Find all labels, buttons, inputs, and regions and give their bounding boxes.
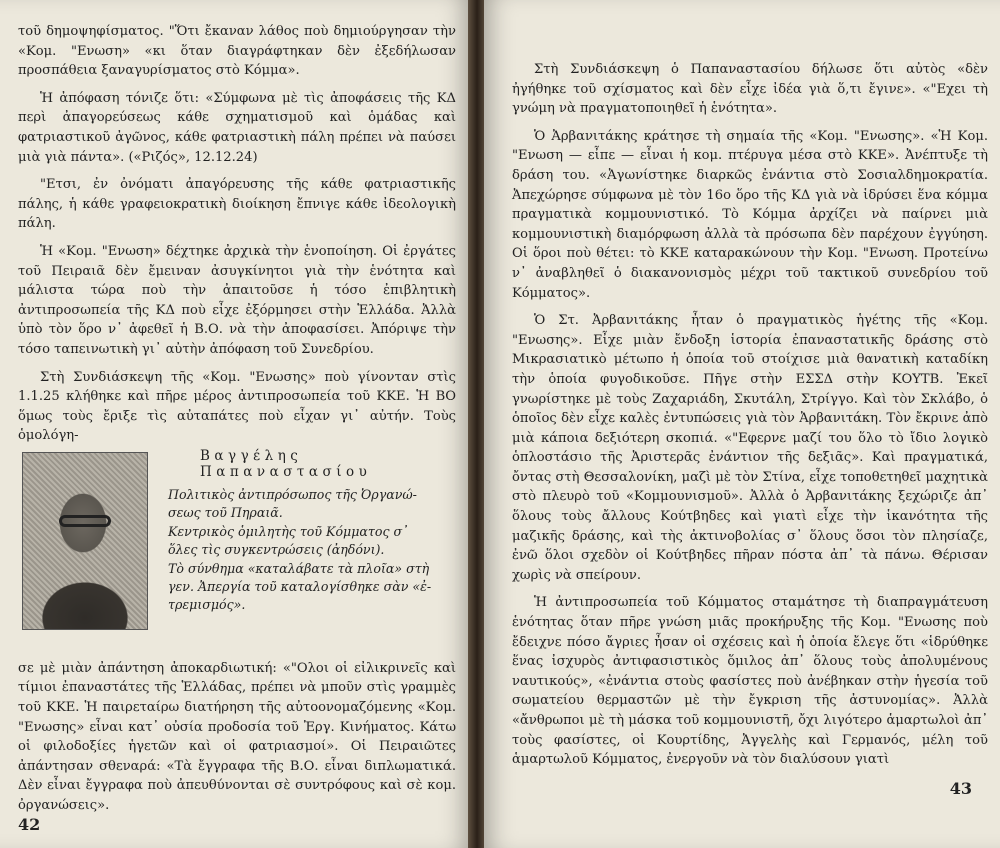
left-paragraph: "Ετσι, ἐν ὀνόματι ἀπαγόρευσης τῆς κάθε φατριαστικῆς πάλης, ἡ κάθε γραφειοκρατικὴ διοίκηση ἔπνιγε κάθε ἰδεολογικὴ πάλη. bbox=[18, 177, 456, 232]
caption-line: γεν. Ἀπεργία τοῦ καταλογίσθηκε σὰν «ἐ- bbox=[168, 578, 432, 594]
caption-line: ὅλες τὶς συγκεντρώσεις (ἀηδόνι). bbox=[168, 542, 385, 558]
caption-line: Κεντρικὸς ὁμιλητὴς τοῦ Κόμματος σ᾿ bbox=[168, 523, 409, 539]
portrait-photo bbox=[22, 452, 148, 630]
right-paragraph: Στὴ Συνδιάσκεψη ὁ Παπαναστασίου δήλωσε ὅτι αὐτὸς «δὲν ἠγήθηκε τοῦ σχίσματος καὶ δὲν εἶχε ἰδέα γιὰ ὅ,τι ἔγινε». «"Εχει τὴ γνώμη νὰ πραγματοποιηθεῖ ἡ ἑνότητα». bbox=[512, 62, 988, 117]
left-paragraph: τοῦ δημοψηφίσματος. "Ὅτι ἔκαναν λάθος ποὺ δημιούργησαν τὴν «Κομ. "Ενωση» «κι ὅταν διαγράφτηκαν δὲν ἐξεδήλωσαν προσπάθεια ξαναγυρίσματος στὸ Κόμμα». bbox=[18, 24, 456, 79]
caption-name: Βαγγέλης Παπαναστασίου bbox=[200, 447, 372, 480]
portrait-caption bbox=[168, 448, 468, 615]
left-paragraph: Ἡ «Κομ. "Ενωση» δέχτηκε ἀρχικὰ τὴν ἑνοποίηση. Οἱ ἐργάτες τοῦ Πειραιᾶ δὲν ἔμειναν ἀσυγκίνητοι γιὰ τὴν ἑνότητα καὶ μάλιστα τώρα ποὺ τὴν ἀπαιτοῦσε ἡ τόσο ἐπιβλητικὴ ἀντιπροσωπεία τῆς ΚΔ ποὺ εἶχε ἐξόρμησει στὴν Ἑλλάδα. Ἀλλὰ ὑπὸ τὸν ὅρο ν᾿ ἀφεθεῖ ἡ Β.Ο. νὰ τὴν ἀποφασίσει. Ἀπόριψε τὴν τόσο ταπεινωτικὴ γι᾿ αὐτὴν ἀπόφαση τοῦ Συνεδρίου. bbox=[18, 243, 456, 357]
left-paragraph: Ἡ ἀπόφαση τόνιζε ὅτι: «Σύμφωνα μὲ τὶς ἀποφάσεις τῆς ΚΔ περὶ ἀπαγορεύσεως κάθε σχηματισμοῦ καὶ ὁμάδας καὶ φατριαστικοῦ ἀγῶνος, κάθε φατριαστικὴ πάλη πρέπει νὰ παύσει μιὰ γιὰ πάντα». («Ριζός», 12.12.24) bbox=[18, 90, 456, 165]
caption-line: σεως τοῦ Πηραιᾶ. bbox=[168, 505, 283, 521]
left-paragraph: Στὴ Συνδιάσκεψη τῆς «Κομ. "Ενωσης» ποὺ γίνονταν στὶς 1.1.25 κλήθηκε καὶ πῆρε μέρος ἀντιπροσωπεία τοῦ ΚΚΕ. Ἡ ΒΟ ὅμως τοὺς ἔριξε τὶς αὐταπάτες ποὺ εἶχαν γι᾿ αὐτήν. Τοὺς ὁμολόγη- bbox=[18, 369, 456, 444]
caption-line: Πολιτικὸς ἀντιπρόσωπος τῆς Ὀργανώ- bbox=[168, 486, 417, 502]
right-paragraph: Ὁ Ἀρβανιτάκης κράτησε τὴ σημαία τῆς «Κομ. "Ενωσης». «Ἡ Κομ. "Ενωση — εἶπε — εἶναι ἡ κομ. πτέρυγα μέσα στὸ ΚΚΕ». Ἀνέπτυξε τὴ δράση του. «Ἀγωνίστηκε διαρκῶς ἐνάντια στὸ Σοσιαλδημοκρατία. Ἀπεχώρησε σύμφωνα μὲ τὸν 16ο ὅρο τῆς ΚΔ γιὰ νὰ ἱδρύσει ἕνα κόμμα πραγματικὰ κομμουνιστικό. Τὸ Κόμμα ἀρχίζει νὰ παίρνει μιὰ κομμουνιστικὴ διαμόρφωση ἀλλὰ τὰ πρόσωπα δὲν παρέχουν ἐγγύηση. Οἱ ὅροι ποὺ θέτει: τὸ ΚΚΕ καταρακώνουν τὴν Κομ. "Ενωση. Προτείνω ν᾿ ἀναβληθεῖ ὁ διακανονισμὸς μέχρι τοῦ τακτικοῦ συνεδρίου τοῦ Κόμματος». bbox=[512, 128, 988, 301]
portrait-figure bbox=[18, 448, 456, 653]
left-paragraph: σε μὲ μιὰν ἀπάντηση ἀποκαρδιωτική: «"Ολοι οἱ εἰλικρινεῖς καὶ τίμιοι ἐπαναστάτες τῆς Ἑλλάδας, πρέπει νὰ μποῦν στὶς γραμμὲς τοῦ ΚΚΕ. Ἡ παιρεταίρω διατήρηση τῆς αὐτοονομαζόμενης «Κομ. "Ενωσης» εἶναι κατ᾿ οὐσία προδοσία τοῦ Ἐργ. Κινήματος. Κάτω οἱ φιλοδοξίες ἡγετῶν καὶ οἱ φατριασμοί». Οἱ Πειραιῶτες ἀπάντησαν σθεναρά: «Τὰ ἔγγραφα τῆς Β.Ο. εἶναι διπλωματικά. Δὲν εἶναι ἔγγραφα ποὺ ἀπευθύνονται σὲ συντρόφους καὶ σὲ κομ. ὀργανώσεις». bbox=[18, 660, 456, 814]
page-number-right: 43 bbox=[949, 779, 972, 798]
right-paragraph: Ὁ Στ. Ἀρβανιτάκης ἦταν ὁ πραγματικὸς ἡγέτης τῆς «Κομ. "Ενωσης». Εἶχε μιὰν ἔνδοξη ἱστορία ἐπαναστατικῆς δράσης στὸ Μικρασιατικὸ μέτωπο ἡ ὁποία τοῦ στοίχισε μιὰ θανατικὴ καταδίκη τὴν ὁποία φυγοδικοῦσε. Πῆγε στὴν ΕΣΣΔ στὴν ΚΟΥΤΒ. Ἐκεῖ γνωρίστηκε μὲ τοὺς Ζαχαριάδη, Σκυτάλη, Στρίγγο. Καὶ τὸν Σκλάβο, ὁ ὁποῖος δὲν εἶχε καλὲς ἐντυπώσεις γιὰ τὸν Ἀρβανιτάκη. Τὸν ἔκρινε ἀπὸ μιὰ κάποια δεξιότερη σκοπιά. «"Εφερνε μαζί του ὅλο τὸ ἴδιο λογικὸ ὁπλοστάσιο τῆς Ἀριστερᾶς ἐνάντιον τῆς δεξιᾶς». Καὶ πραγματικά, ὄντας στὴ Θεσσαλονίκη, μαζὶ μὲ τὸν Στίνα, εἶχε τοποθετηθεῖ μαχητικὰ στὸ πλευρὸ τοῦ «Κομμουνισμοῦ». Ἀλλὰ ὁ Ἀρβανιτάκης ξεχώριζε ἀπ᾿ ὅλους τοὺς ἄλλους Κούτβηδες καὶ γιατὶ εἶχε τὴν ἱκανότητα τῆς μαζικῆς δράσης, καὶ τὴς ἀκτινοβολίας σ᾿ ὅλους ὅσοι τὸν πλησίαζε, ἐνῶ ὅλοι σχεδὸν οἱ Κούτβηδες πῆραν πόστα ἀπ᾿ τὰ πάνω. Θέρισαν χωρὶς νὰ σπείρουν. bbox=[512, 313, 988, 583]
caption-line: τρεμισμός». bbox=[168, 597, 246, 613]
page-number-left: 42 bbox=[18, 815, 41, 834]
left-page bbox=[0, 0, 470, 848]
right-page bbox=[484, 0, 1000, 848]
caption-line: Τὸ σύνθημα «καταλάβατε τὰ πλοῖα» στὴ bbox=[168, 560, 430, 576]
right-paragraph: Ἡ ἀντιπροσωπεία τοῦ Κόμματος σταμάτησε τὴ διαπραγμάτευση ἑνότητας ὅταν πῆρε γνώση μιᾶς προκήρυξης τῆς Κομ. "Ενωσης ποὺ ἔδειχνε πόσο ἄγριες ἦσαν οἱ σχέσεις καὶ ἡ ὁποία ἔλεγε ὅτι «ἱδρύθηκε ἕνας ἰσχυρὸς ἀντιφασιστικὸς ὅμιλος ἀπ᾿ ὅλους τοὺς ἀπολυμένους ναυτικούς», «ἐνάντια στοὺς φασίστες ποὺ ἀνέβηκαν στὴν ἡγεσία τοῦ σωματείου θερμαστῶν μὲ τὴν ἔγκριση τῆς ἀστυνομίας». Ἀλλὰ «ἄνθρωποι μὲ τὴ μάσκα τοῦ κομμουνιστῆ, ὄχι λιγότερο ἁμαρτωλοὶ ἀπ᾿ τοὺς φασίστες, οἱ Κουρτίδης, Ἀγγελὴς καὶ Γερμανός, μέλη τοῦ ἁμαρτωλοῦ Κόμματος, ἐνεργοῦν νὰ τὸν διαλύσουν γιατὶ bbox=[512, 595, 988, 768]
